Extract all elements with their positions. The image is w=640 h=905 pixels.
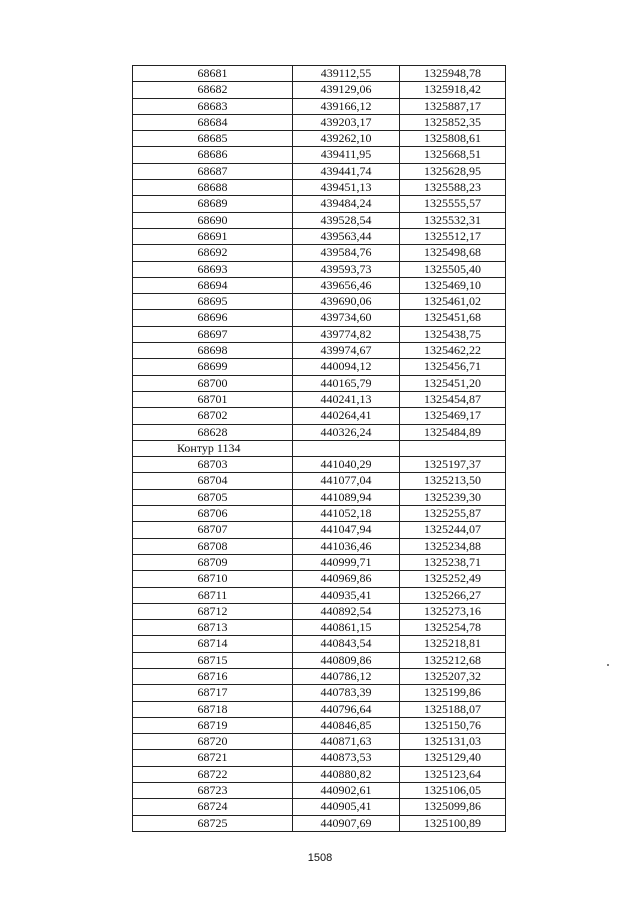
x-coordinate-cell: 440935,41 — [293, 587, 400, 603]
point-number-cell: 68691 — [133, 228, 293, 244]
x-coordinate-cell: 440796,64 — [293, 701, 400, 717]
y-coordinate-cell: 1325462,22 — [400, 343, 506, 359]
point-number-cell: 68710 — [133, 571, 293, 587]
table-row — [133, 82, 506, 98]
y-coordinate-cell: 1325238,71 — [400, 554, 506, 570]
table-row — [133, 245, 506, 261]
x-coordinate-cell: 439484,24 — [293, 196, 400, 212]
point-number-cell: 68711 — [133, 587, 293, 603]
y-coordinate-cell: 1325451,68 — [400, 310, 506, 326]
x-coordinate-cell: 439584,76 — [293, 245, 400, 261]
y-coordinate-cell: 1325532,31 — [400, 212, 506, 228]
point-number-cell: 68681 — [133, 66, 293, 82]
x-coordinate-cell: 439656,46 — [293, 277, 400, 293]
y-coordinate-cell: 1325239,30 — [400, 489, 506, 505]
point-number-cell: 68704 — [133, 473, 293, 489]
point-number-cell: 68708 — [133, 538, 293, 554]
x-coordinate-cell: 439563,44 — [293, 228, 400, 244]
x-coordinate-cell: 440880,82 — [293, 766, 400, 782]
table-row — [133, 147, 506, 163]
table-row — [133, 636, 506, 652]
y-coordinate-cell: 1325628,95 — [400, 163, 506, 179]
table-row — [133, 538, 506, 554]
table-row — [133, 277, 506, 293]
point-number-cell: 68707 — [133, 522, 293, 538]
y-coordinate-cell: 1325469,10 — [400, 277, 506, 293]
x-coordinate-cell: 440873,53 — [293, 750, 400, 766]
x-coordinate-cell: 440809,86 — [293, 652, 400, 668]
x-coordinate-cell: 440907,69 — [293, 815, 400, 831]
table-row — [133, 359, 506, 375]
table-row — [133, 603, 506, 619]
y-coordinate-cell: 1325234,88 — [400, 538, 506, 554]
point-number-cell: 68715 — [133, 652, 293, 668]
section-header-row — [133, 440, 506, 456]
point-number-cell: 68718 — [133, 701, 293, 717]
x-coordinate-cell: 440241,13 — [293, 391, 400, 407]
y-coordinate-cell: 1325218,81 — [400, 636, 506, 652]
y-coordinate-cell: 1325808,61 — [400, 131, 506, 147]
table-row — [133, 457, 506, 473]
table-row — [133, 701, 506, 717]
point-number-cell: 68706 — [133, 506, 293, 522]
y-coordinate-cell: 1325106,05 — [400, 783, 506, 799]
table-row — [133, 587, 506, 603]
y-coordinate-cell: 1325454,87 — [400, 391, 506, 407]
point-number-cell: 68693 — [133, 261, 293, 277]
table-row — [133, 750, 506, 766]
point-number-cell: 68683 — [133, 98, 293, 114]
point-number-cell: 68700 — [133, 375, 293, 391]
point-number-cell: 68717 — [133, 685, 293, 701]
table-row — [133, 734, 506, 750]
point-number-cell: 68686 — [133, 147, 293, 163]
x-coordinate-cell: 440264,41 — [293, 408, 400, 424]
table-row — [133, 180, 506, 196]
y-coordinate-cell: 1325555,57 — [400, 196, 506, 212]
point-number-cell: 68685 — [133, 131, 293, 147]
x-coordinate-cell: 441052,18 — [293, 506, 400, 522]
point-number-cell: 68690 — [133, 212, 293, 228]
table-row — [133, 66, 506, 82]
page-number: 1508 — [307, 852, 333, 864]
table-row — [133, 473, 506, 489]
y-coordinate-cell: 1325469,17 — [400, 408, 506, 424]
scan-artifact-dot — [607, 664, 609, 666]
point-number-cell: 68724 — [133, 799, 293, 815]
point-number-cell: 68709 — [133, 554, 293, 570]
table-row — [133, 424, 506, 440]
table-row — [133, 163, 506, 179]
point-number-cell: 68712 — [133, 603, 293, 619]
x-coordinate-cell: 439593,73 — [293, 261, 400, 277]
table-row — [133, 114, 506, 130]
y-coordinate-cell: 1325588,23 — [400, 180, 506, 196]
table-row — [133, 131, 506, 147]
x-coordinate-cell: 440861,15 — [293, 620, 400, 636]
x-coordinate-cell: 440905,41 — [293, 799, 400, 815]
table-row — [133, 391, 506, 407]
point-number-cell: 68722 — [133, 766, 293, 782]
table-row — [133, 783, 506, 799]
y-coordinate-cell: 1325456,71 — [400, 359, 506, 375]
x-coordinate-cell: 440999,71 — [293, 554, 400, 570]
table-row — [133, 522, 506, 538]
table-row — [133, 815, 506, 831]
x-coordinate-cell: 440786,12 — [293, 668, 400, 684]
table-row — [133, 799, 506, 815]
y-coordinate-cell: 1325484,89 — [400, 424, 506, 440]
y-coordinate-cell: 1325150,76 — [400, 717, 506, 733]
y-coordinate-cell: 1325918,42 — [400, 82, 506, 98]
x-coordinate-cell: 439166,12 — [293, 98, 400, 114]
y-coordinate-cell: 1325255,87 — [400, 506, 506, 522]
x-coordinate-cell: 440326,24 — [293, 424, 400, 440]
coordinates-table — [132, 65, 506, 832]
y-coordinate-cell: 1325887,17 — [400, 98, 506, 114]
x-coordinate-cell: 439451,13 — [293, 180, 400, 196]
table-row — [133, 228, 506, 244]
x-coordinate-cell: 440892,54 — [293, 603, 400, 619]
y-coordinate-cell: 1325212,68 — [400, 652, 506, 668]
y-coordinate-cell: 1325252,49 — [400, 571, 506, 587]
point-number-cell: 68696 — [133, 310, 293, 326]
table-row — [133, 685, 506, 701]
point-number-cell: 68716 — [133, 668, 293, 684]
table-row — [133, 408, 506, 424]
point-number-cell: 68687 — [133, 163, 293, 179]
table-row — [133, 652, 506, 668]
y-coordinate-cell: 1325451,20 — [400, 375, 506, 391]
y-coordinate-cell: 1325498,68 — [400, 245, 506, 261]
table-row — [133, 489, 506, 505]
x-coordinate-cell: 440902,61 — [293, 783, 400, 799]
y-coordinate-cell: 1325099,86 — [400, 799, 506, 815]
y-coordinate-cell: 1325948,78 — [400, 66, 506, 82]
x-coordinate-cell: 441077,04 — [293, 473, 400, 489]
y-coordinate-cell: 1325129,40 — [400, 750, 506, 766]
y-coordinate-cell: 1325273,16 — [400, 603, 506, 619]
point-number-cell: 68695 — [133, 294, 293, 310]
x-coordinate-cell: 440843,54 — [293, 636, 400, 652]
x-coordinate-cell: 439441,74 — [293, 163, 400, 179]
x-coordinate-cell: 439203,17 — [293, 114, 400, 130]
table-row — [133, 196, 506, 212]
table-row — [133, 294, 506, 310]
y-coordinate-cell: 1325188,07 — [400, 701, 506, 717]
x-coordinate-cell: 440871,63 — [293, 734, 400, 750]
table-row — [133, 620, 506, 636]
x-coordinate-cell: 441047,94 — [293, 522, 400, 538]
x-coordinate-cell: 440969,86 — [293, 571, 400, 587]
coordinates-table-body — [133, 66, 506, 832]
y-coordinate-cell: 1325461,02 — [400, 294, 506, 310]
y-coordinate-cell: 1325213,50 — [400, 473, 506, 489]
x-coordinate-cell: 440165,79 — [293, 375, 400, 391]
point-number-cell: 68713 — [133, 620, 293, 636]
y-coordinate-cell: 1325438,75 — [400, 326, 506, 342]
point-number-cell: 68702 — [133, 408, 293, 424]
x-coordinate-cell: 439974,67 — [293, 343, 400, 359]
point-number-cell: 68701 — [133, 391, 293, 407]
empty-cell — [400, 440, 506, 456]
y-coordinate-cell: 1325852,35 — [400, 114, 506, 130]
x-coordinate-cell: 439690,06 — [293, 294, 400, 310]
x-coordinate-cell: 439411,95 — [293, 147, 400, 163]
point-number-cell: 68628 — [133, 424, 293, 440]
x-coordinate-cell: 441089,94 — [293, 489, 400, 505]
table-row — [133, 554, 506, 570]
y-coordinate-cell: 1325131,03 — [400, 734, 506, 750]
table-row — [133, 261, 506, 277]
x-coordinate-cell: 440094,12 — [293, 359, 400, 375]
table-row — [133, 343, 506, 359]
y-coordinate-cell: 1325244,07 — [400, 522, 506, 538]
point-number-cell: 68699 — [133, 359, 293, 375]
x-coordinate-cell: 440846,85 — [293, 717, 400, 733]
table-row — [133, 98, 506, 114]
x-coordinate-cell: 439734,60 — [293, 310, 400, 326]
y-coordinate-cell: 1325207,32 — [400, 668, 506, 684]
point-number-cell: 68698 — [133, 343, 293, 359]
x-coordinate-cell: 439262,10 — [293, 131, 400, 147]
y-coordinate-cell: 1325266,27 — [400, 587, 506, 603]
table-row — [133, 717, 506, 733]
table-row — [133, 766, 506, 782]
table-row — [133, 506, 506, 522]
point-number-cell: 68720 — [133, 734, 293, 750]
x-coordinate-cell: 439774,82 — [293, 326, 400, 342]
x-coordinate-cell: 439528,54 — [293, 212, 400, 228]
point-number-cell: 68697 — [133, 326, 293, 342]
point-number-cell: 68684 — [133, 114, 293, 130]
point-number-cell: 68725 — [133, 815, 293, 831]
x-coordinate-cell: 441040,29 — [293, 457, 400, 473]
y-coordinate-cell: 1325512,17 — [400, 228, 506, 244]
point-number-cell: 68705 — [133, 489, 293, 505]
point-number-cell: 68721 — [133, 750, 293, 766]
y-coordinate-cell: 1325254,78 — [400, 620, 506, 636]
point-number-cell: 68719 — [133, 717, 293, 733]
x-coordinate-cell: 439129,06 — [293, 82, 400, 98]
point-number-cell: 68692 — [133, 245, 293, 261]
empty-cell — [293, 440, 400, 456]
x-coordinate-cell: 439112,55 — [293, 66, 400, 82]
section-label: Контур 1134 — [133, 440, 293, 456]
point-number-cell: 68689 — [133, 196, 293, 212]
table-row — [133, 310, 506, 326]
y-coordinate-cell: 1325505,40 — [400, 261, 506, 277]
x-coordinate-cell: 440783,39 — [293, 685, 400, 701]
point-number-cell: 68694 — [133, 277, 293, 293]
y-coordinate-cell: 1325668,51 — [400, 147, 506, 163]
y-coordinate-cell: 1325199,86 — [400, 685, 506, 701]
table-row — [133, 326, 506, 342]
table-row — [133, 571, 506, 587]
table-row — [133, 212, 506, 228]
table-row — [133, 668, 506, 684]
point-number-cell: 68714 — [133, 636, 293, 652]
x-coordinate-cell: 441036,46 — [293, 538, 400, 554]
point-number-cell: 68703 — [133, 457, 293, 473]
point-number-cell: 68723 — [133, 783, 293, 799]
point-number-cell: 68682 — [133, 82, 293, 98]
table-row — [133, 375, 506, 391]
y-coordinate-cell: 1325123,64 — [400, 766, 506, 782]
y-coordinate-cell: 1325100,89 — [400, 815, 506, 831]
y-coordinate-cell: 1325197,37 — [400, 457, 506, 473]
point-number-cell: 68688 — [133, 180, 293, 196]
